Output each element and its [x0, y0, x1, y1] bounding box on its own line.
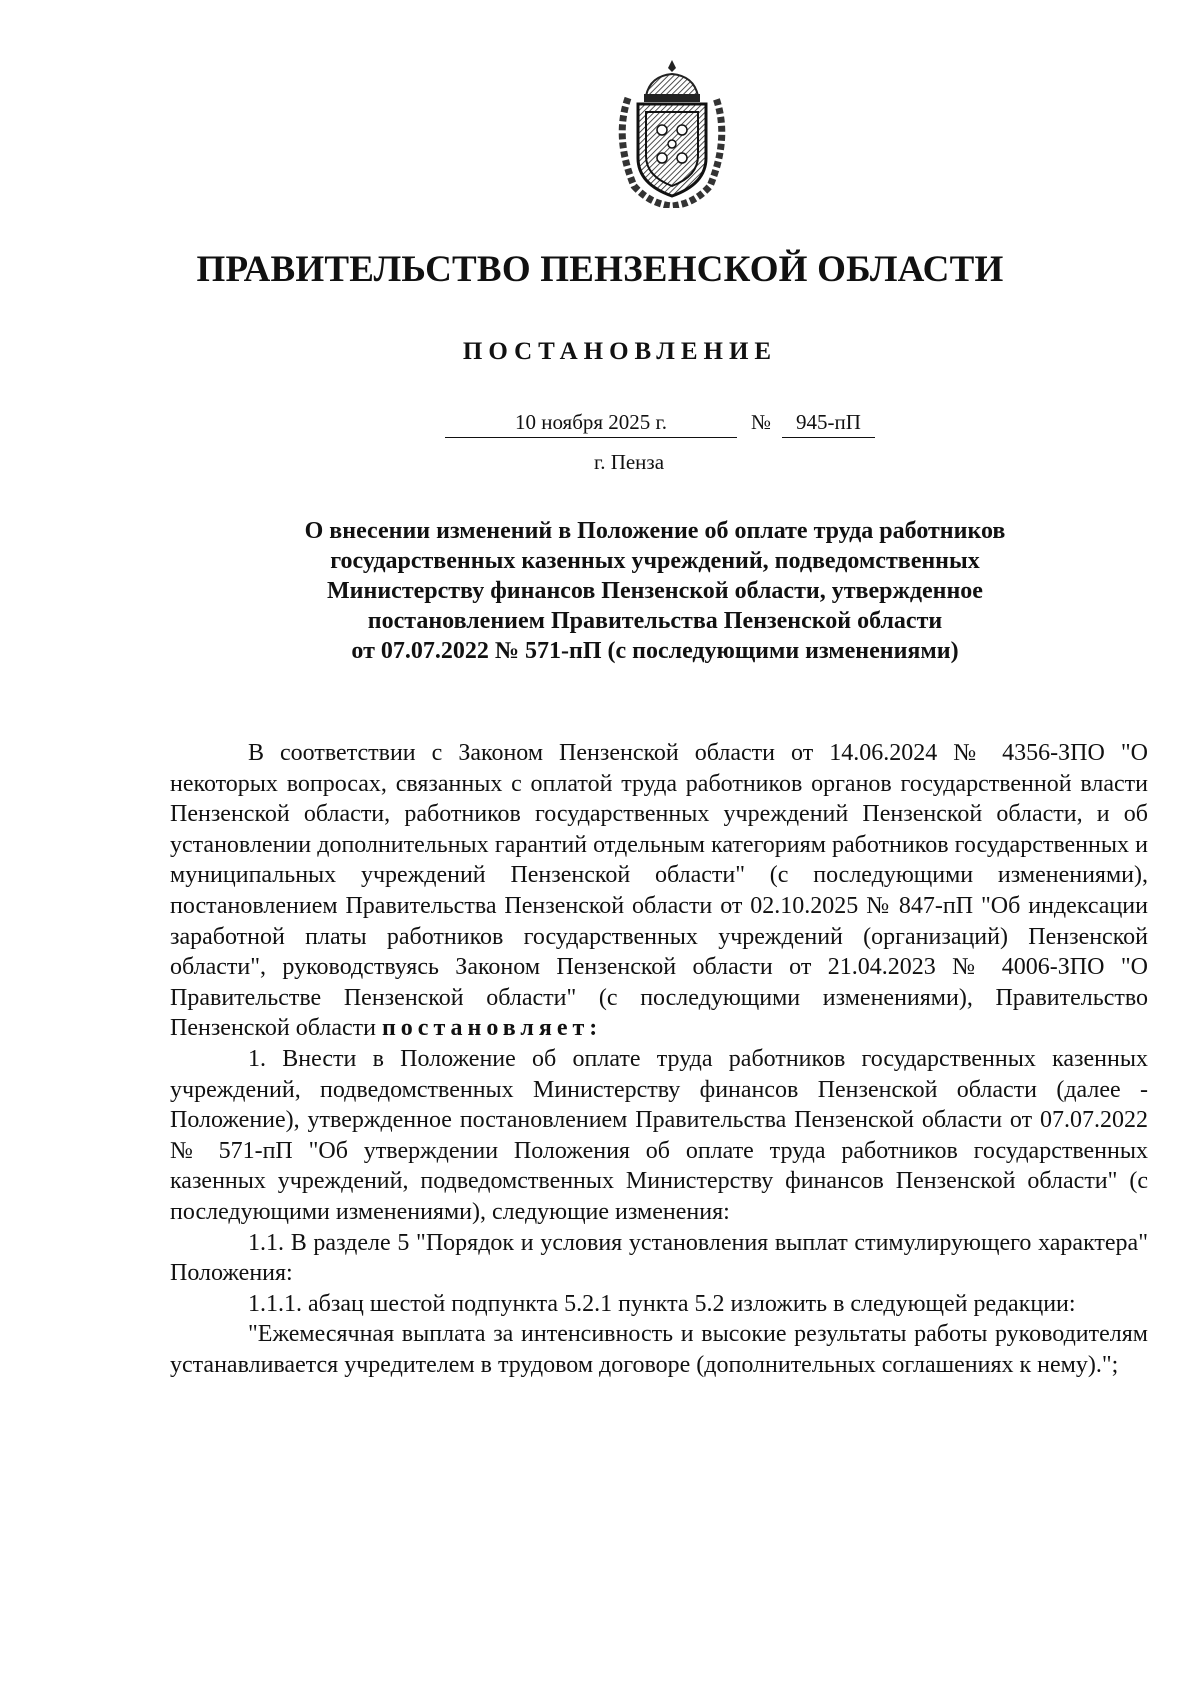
decree-word: постановляет:	[381, 1015, 603, 1042]
paragraph-1: 1. Внести в Положение об оплате труда работников государственных казенных учреждений, подведомственных Министерству финансов Пензенской области (далее - Положение), утвержденное постановлением Правительства Пензенской области от 07.07.2022 № 571-пП "Об утверждении Положения об оплате труда работников государственных казенных учреждений, подведомственных Министерству финансов Пензенской области" (с последующими изменениями), следующие изменения:	[170, 1045, 1148, 1225]
subject-line: от 07.07.2022 № 571-пП (с последующими изменениями)	[351, 638, 959, 664]
document-number: 945-пП	[782, 410, 875, 438]
paragraph-1-1: 1.1. В разделе 5 "Порядок и условия установления выплат стимулирующего характера" Положения:	[170, 1229, 1148, 1287]
coat-of-arms-emblem	[606, 58, 738, 208]
subject-line: постановлением Правительства Пензенской области	[367, 608, 943, 634]
date-number-line	[445, 410, 875, 442]
preamble-text: В соответствии с Законом Пензенской области от 14.06.2024 № 4356-ЗПО "О некоторых вопросах, связанных с оплатой труда работников органов государственной власти Пензенской области, работников государственных учреждений Пензенской области, и об установлении дополнительных гарантий отдельным категориям работников государственных и муниципальных учреждений Пензенской области" (с последующими изменениями), постановлением Правительства Пензенской области от 02.10.2025 № 847-пП "Об индексации заработной платы работников государственных учреждений (организаций) Пензенской области", руководствуясь Законом Пензенской области от 21.04.2023 № 4006-ЗПО "О Правительстве Пензенской области" (с последующими изменениями), Правительство Пензенской области	[170, 740, 1148, 1042]
subject-line: государственных казенных учреждений, подведомственных	[330, 548, 980, 574]
document-date: 10 ноября 2025 г.	[445, 410, 737, 438]
organization-title: ПРАВИТЕЛЬСТВО ПЕНЗЕНСКОЙ ОБЛАСТИ	[196, 249, 1004, 290]
paragraph-1-1-1: 1.1.1. абзац шестой подпункта 5.2.1 пункта 5.2 изложить в следующей редакции:	[248, 1290, 1076, 1317]
document-subject	[200, 516, 1110, 666]
document-type: ПОСТАНОВЛЕНИЕ	[462, 338, 778, 365]
number-sign: №	[750, 410, 772, 434]
preamble-paragraph	[170, 738, 1148, 1044]
document-city: г. Пенза	[593, 450, 665, 474]
subject-line: Министерству финансов Пензенской области, утвержденное	[327, 578, 983, 604]
quoted-text: "Ежемесячная выплата за интенсивность и высокие результаты работы руководителям устанавливается учредителем в трудовом договоре (дополнительных соглашениях к нему).";	[170, 1321, 1148, 1378]
document-body	[170, 738, 1148, 1380]
subject-line: О внесении изменений в Положение об оплате труда работников	[304, 518, 1006, 544]
